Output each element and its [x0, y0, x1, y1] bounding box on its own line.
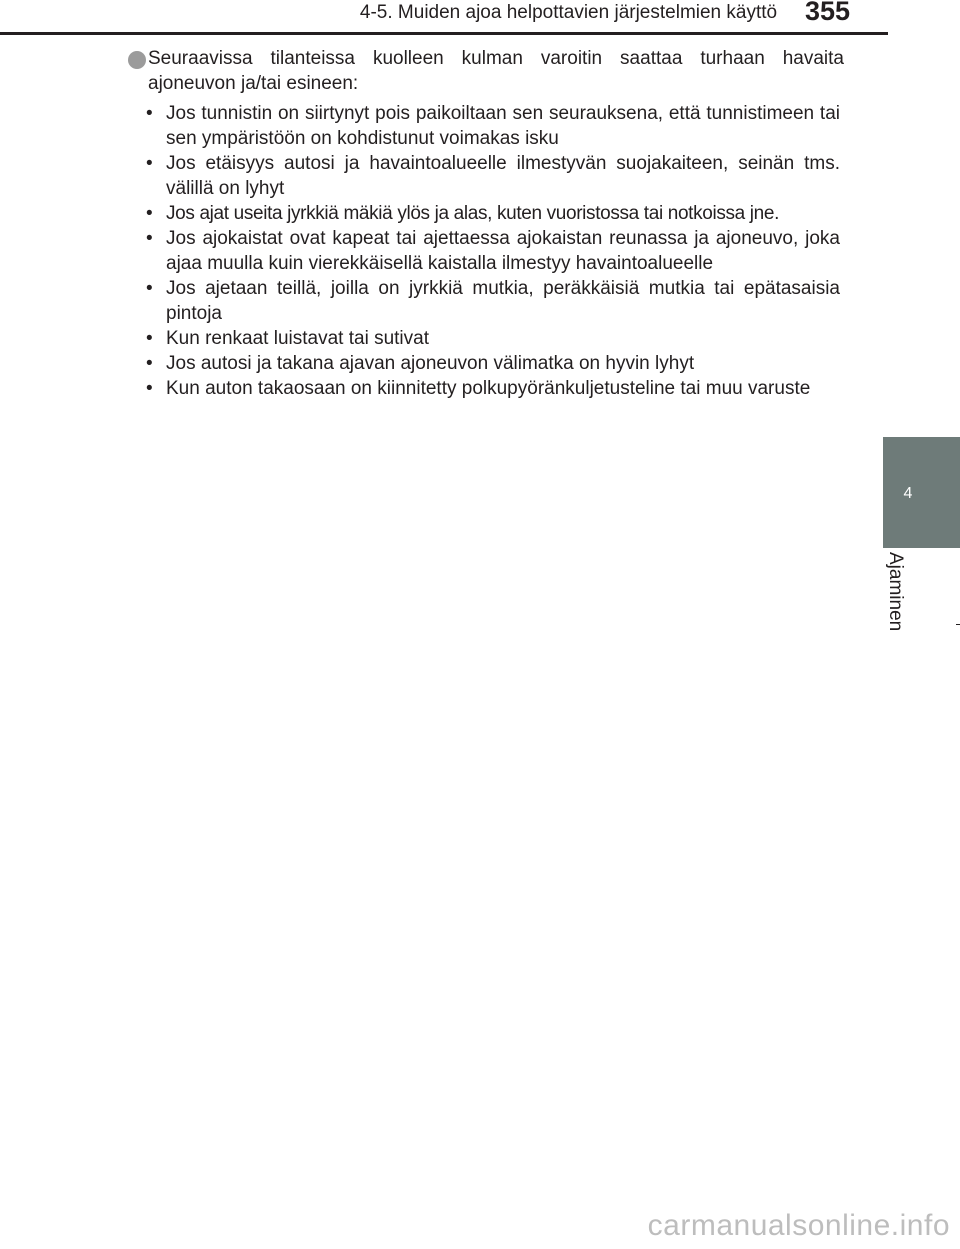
- list-item-text: Kun renkaat luistavat tai sutivat: [166, 328, 429, 349]
- list-item-text: Jos ajat useita jyrkkiä mäkiä ylös ja alas, kuten vuoristossa tai notkoissa jne.: [166, 203, 780, 224]
- list-item: [146, 226, 840, 276]
- list-item: [146, 101, 840, 151]
- bullet-icon: •: [146, 228, 153, 249]
- chapter-label: [885, 552, 922, 642]
- list-item-text: Jos tunnistin on siirtynyt pois paikoiltaan sen seurauksena, että tunnistimeen tai sen ympäristöön on kohdistunut voimakas isku: [166, 103, 840, 149]
- list-item: [146, 326, 840, 351]
- chapter-number: 4: [903, 485, 913, 502]
- list-item: [146, 276, 840, 326]
- bullet-icon: •: [146, 278, 153, 299]
- bullet-icon: •: [146, 353, 153, 374]
- list-item: [146, 201, 840, 226]
- list-item-text: Jos ajetaan teillä, joilla on jyrkkiä mutkia, peräkkäisiä mutkia tai epätasaisia pintoja: [166, 278, 840, 324]
- chapter-tab[interactable]: [883, 437, 960, 548]
- bullet-icon: •: [146, 153, 153, 174]
- chapter-label-text: Ajaminen: [885, 552, 906, 632]
- list-item: [146, 151, 840, 201]
- list-item-text: Jos autosi ja takana ajavan ajoneuvon välimatka on hyvin lyhyt: [166, 353, 695, 374]
- bullet-icon: •: [146, 328, 153, 349]
- condition-list: [146, 101, 840, 401]
- circle-bullet-icon: [128, 51, 146, 69]
- list-item: [146, 351, 840, 376]
- bullet-icon: •: [146, 203, 153, 224]
- list-item-text: Jos ajokaistat ovat kapeat tai ajettaessa ajokaistan reunassa ja ajoneuvo, joka ajaa muulla kuin vierekkäisellä kaistalla ilmestyy havaintoalueelle: [166, 228, 840, 274]
- section-title: 4-5. Muiden ajoa helpottavien järjestelmien käyttö: [359, 2, 778, 23]
- intro-text: Seuraavissa tilanteissa kuolleen kulman varoitin saattaa turhaan havaita ajoneuvon ja/tai esineen:: [148, 48, 844, 94]
- chapter-tick: [956, 624, 960, 625]
- page-number: 355: [805, 0, 851, 26]
- list-item-text: Jos etäisyys autosi ja havaintoalueelle ilmestyvän suojakaiteen, seinän tms. välillä on lyhyt: [166, 153, 840, 199]
- list-item: [146, 376, 840, 401]
- header-divider: [0, 32, 888, 35]
- bullet-icon: •: [146, 103, 153, 124]
- bullet-icon: •: [146, 378, 153, 399]
- intro-paragraph: [128, 46, 844, 96]
- watermark: carmanualsonline.info: [647, 1209, 950, 1242]
- list-item-text: Kun auton takaosaan on kiinnitetty polkupyöränkuljetusteline tai muu varuste: [166, 378, 811, 399]
